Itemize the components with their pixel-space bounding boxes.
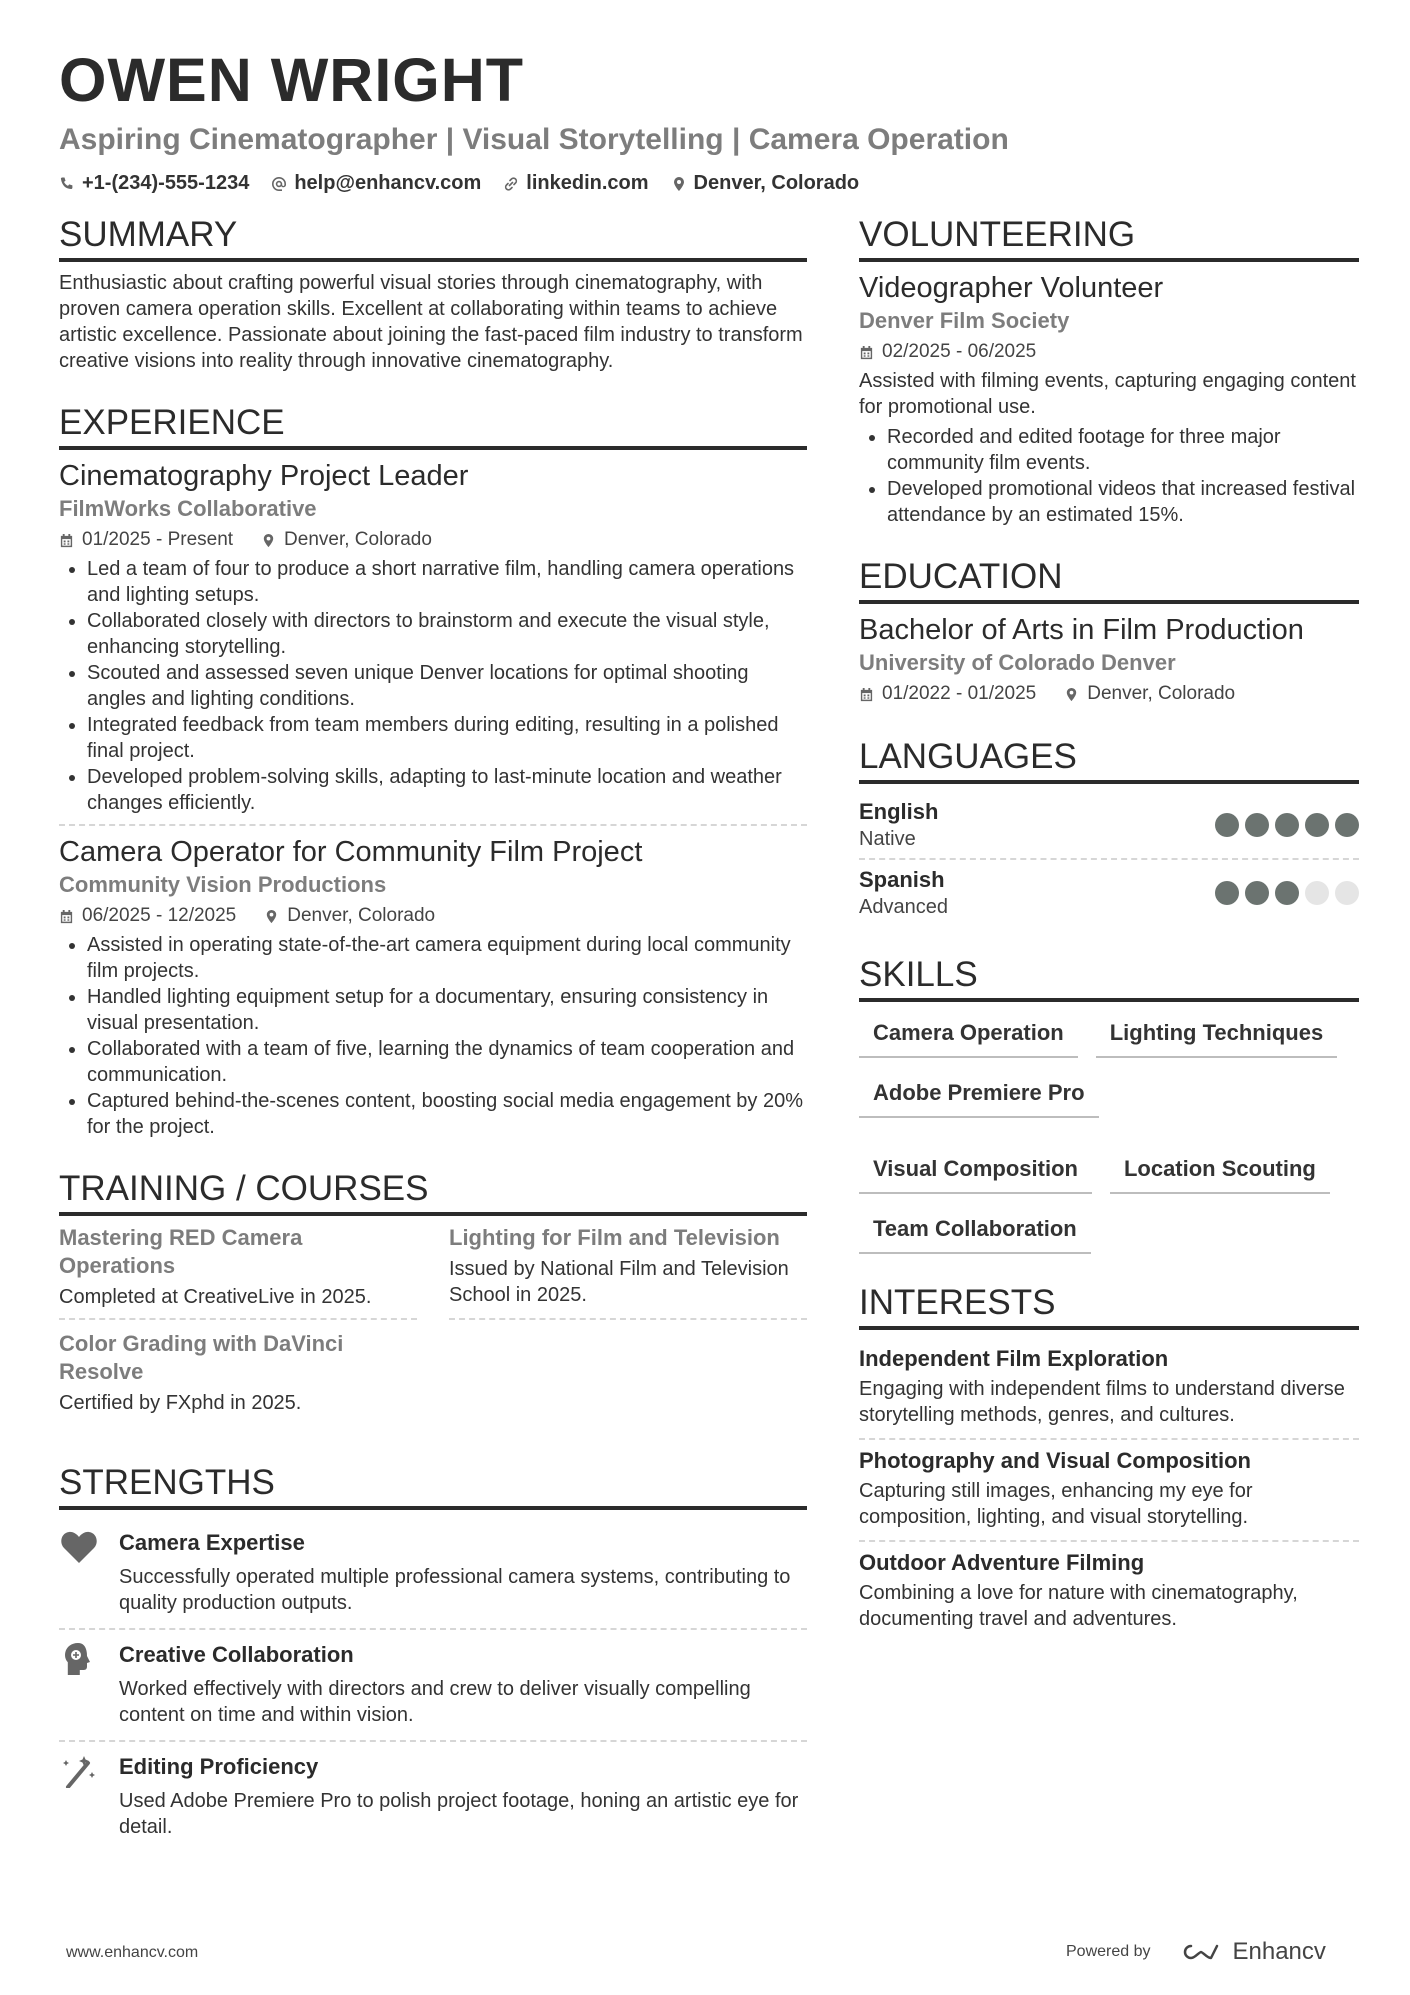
interest-title: Outdoor Adventure Filming bbox=[859, 1550, 1145, 1575]
location-text: Denver, Colorado bbox=[1087, 683, 1236, 704]
section-title: INTERESTS bbox=[859, 1282, 1359, 1330]
calendar-icon bbox=[859, 687, 874, 702]
experience-section bbox=[59, 402, 807, 1140]
company-name: Community Vision Productions bbox=[59, 872, 387, 897]
dates-text: 06/2025 - 12/2025 bbox=[82, 905, 237, 926]
bullet: • Developed problem-solving skills, adapting to last-minute location and weather changes efficiently. bbox=[87, 764, 807, 816]
job-bullets bbox=[59, 932, 807, 1140]
section-title: SUMMARY bbox=[59, 214, 807, 262]
location-pin-icon bbox=[264, 909, 279, 924]
interest-desc: Combining a love for nature with cinematography, documenting travel and adventures. bbox=[859, 1582, 1298, 1630]
strength-desc: Successfully operated multiple professional camera systems, contributing to quality production outputs. bbox=[119, 1566, 791, 1614]
interest-item bbox=[859, 1542, 1359, 1642]
bullet: • Collaborated with a team of five, learning the dynamics of team cooperation and communication. bbox=[87, 1036, 807, 1088]
calendar-icon bbox=[859, 345, 874, 360]
course-desc: Completed at CreativeLive in 2025. bbox=[59, 1286, 372, 1308]
section-title: STRENGTHS bbox=[59, 1462, 807, 1510]
interest-title: Photography and Visual Composition bbox=[859, 1448, 1251, 1473]
location-pin-icon bbox=[261, 533, 276, 548]
education-section bbox=[859, 556, 1359, 708]
volunteer-dates bbox=[859, 338, 1036, 366]
divider bbox=[59, 824, 807, 826]
volunteer-bullets bbox=[859, 424, 1359, 528]
language-rating bbox=[1215, 813, 1359, 837]
language-item bbox=[859, 792, 1359, 860]
linkedin-text: linkedin.com bbox=[526, 172, 649, 194]
contact-linkedin[interactable] bbox=[503, 172, 648, 195]
languages-section bbox=[859, 736, 1359, 926]
company-name: FilmWorks Collaborative bbox=[59, 496, 317, 521]
bullet: • Captured behind-the-scenes content, boosting social media engagement by 20% for the project. bbox=[87, 1088, 807, 1140]
contact-location bbox=[671, 172, 860, 195]
volunteer-org: Denver Film Society bbox=[859, 308, 1070, 333]
language-rating bbox=[1215, 881, 1359, 905]
left-column bbox=[59, 214, 807, 1880]
rating-dot-empty bbox=[1335, 881, 1359, 905]
job-meta bbox=[59, 902, 807, 930]
strength-desc: Used Adobe Premiere Pro to polish project footage, honing an artistic eye for detail. bbox=[119, 1790, 799, 1838]
language-level: Advanced bbox=[859, 896, 948, 918]
job-dates bbox=[59, 526, 233, 554]
experience-item bbox=[59, 458, 807, 816]
skills-section bbox=[859, 954, 1359, 1254]
interest-desc: Capturing still images, enhancing my eye for composition, lighting, and visual storytelling. bbox=[859, 1480, 1253, 1528]
section-title: VOLUNTEERING bbox=[859, 214, 1359, 262]
bullet: • Scouted and assessed seven unique Denver locations for optimal shooting angles and lighting conditions. bbox=[87, 660, 807, 712]
job-location bbox=[261, 526, 432, 554]
location-pin-icon bbox=[671, 176, 687, 192]
bullet: • Integrated feedback from team members during editing, resulting in a polished final project. bbox=[87, 712, 807, 764]
skill-tag: Team Collaboration bbox=[859, 1210, 1091, 1254]
right-column bbox=[859, 214, 1359, 1670]
language-name: English bbox=[859, 799, 939, 824]
job-meta bbox=[59, 526, 807, 554]
education-meta bbox=[859, 680, 1359, 708]
footer-branding bbox=[1066, 1938, 1326, 1966]
at-sign-icon bbox=[271, 176, 287, 192]
dates-text: 02/2025 - 06/2025 bbox=[882, 341, 1037, 362]
interest-title: Independent Film Exploration bbox=[859, 1346, 1169, 1371]
interests-section bbox=[859, 1282, 1359, 1642]
resume-header bbox=[59, 44, 1359, 195]
experience-item bbox=[59, 834, 807, 1140]
location-pin-icon bbox=[1064, 687, 1079, 702]
strength-item bbox=[59, 1630, 807, 1742]
brand-name: Enhancv bbox=[1232, 1938, 1326, 1965]
course-desc: Certified by FXphd in 2025. bbox=[59, 1392, 302, 1414]
dates-text: 01/2025 - Present bbox=[82, 529, 234, 550]
course-item bbox=[59, 1224, 417, 1320]
strengths-section bbox=[59, 1462, 807, 1852]
phone-icon bbox=[59, 176, 75, 192]
bullet: • Recorded and edited footage for three major community film events. bbox=[887, 424, 1359, 476]
school-name: University of Colorado Denver bbox=[859, 650, 1176, 675]
skill-tag: Visual Composition bbox=[859, 1150, 1092, 1194]
bullet: • Collaborated closely with directors to brainstorm and execute the visual style, enhancing storytelling. bbox=[87, 608, 807, 660]
education-location bbox=[1064, 680, 1235, 708]
strength-desc: Worked effectively with directors and crew to deliver visually compelling content on time and within vision. bbox=[119, 1678, 751, 1726]
footer-website[interactable]: www.enhancv.com bbox=[66, 1944, 199, 1961]
course-title: Color Grading with DaVinci Resolve bbox=[59, 1331, 344, 1384]
rating-dot-filled bbox=[1245, 813, 1269, 837]
strength-item bbox=[59, 1518, 807, 1630]
strength-title: Camera Expertise bbox=[119, 1530, 305, 1555]
contact-bar bbox=[59, 172, 1359, 195]
heart-icon bbox=[59, 1528, 99, 1616]
strength-title: Editing Proficiency bbox=[119, 1754, 319, 1779]
bullet: • Assisted in operating state-of-the-art camera equipment during local community film projects. bbox=[87, 932, 807, 984]
section-title: LANGUAGES bbox=[859, 736, 1359, 784]
training-section bbox=[59, 1168, 807, 1434]
candidate-headline: Aspiring Cinematographer | Visual Storytelling | Camera Operation bbox=[59, 123, 1009, 156]
rating-dot-filled bbox=[1215, 881, 1239, 905]
head-brain-icon bbox=[59, 1640, 99, 1728]
interest-desc: Engaging with independent films to understand diverse storytelling methods, genres, and cultures. bbox=[859, 1378, 1345, 1426]
bullet: • Handled lighting equipment setup for a documentary, ensuring consistency in visual presentation. bbox=[87, 984, 807, 1036]
job-dates bbox=[59, 902, 236, 930]
email-text: help@enhancv.com bbox=[294, 172, 482, 194]
location-text: Denver, Colorado bbox=[693, 172, 860, 194]
candidate-name: OWEN WRIGHT bbox=[59, 46, 525, 114]
calendar-icon bbox=[59, 533, 74, 548]
strength-title: Creative Collaboration bbox=[119, 1642, 354, 1667]
rating-dot-filled bbox=[1275, 881, 1299, 905]
bullet: • Developed promotional videos that increased festival attendance by an estimated 15%. bbox=[887, 476, 1359, 528]
section-title: EDUCATION bbox=[859, 556, 1359, 604]
volunteer-desc: Assisted with filming events, capturing engaging content for promotional use. bbox=[859, 370, 1356, 418]
summary-section bbox=[59, 214, 807, 374]
strength-item bbox=[59, 1742, 807, 1852]
contact-email[interactable] bbox=[271, 172, 481, 195]
rating-dot-filled bbox=[1275, 813, 1299, 837]
brand-logo[interactable] bbox=[1177, 1938, 1326, 1966]
course-item bbox=[449, 1224, 807, 1320]
skill-tag: Camera Operation bbox=[859, 1014, 1078, 1058]
degree: Bachelor of Arts in Film Production bbox=[859, 614, 1304, 646]
volunteer-meta bbox=[859, 338, 1359, 366]
enhancv-logo-icon bbox=[1177, 1940, 1225, 1964]
language-level: Native bbox=[859, 828, 916, 850]
rating-dot-filled bbox=[1335, 813, 1359, 837]
course-title: Lighting for Film and Television bbox=[449, 1225, 780, 1250]
magic-wand-icon bbox=[59, 1752, 99, 1840]
course-item bbox=[59, 1330, 417, 1424]
section-title: TRAINING / COURSES bbox=[59, 1168, 807, 1216]
rating-dot-empty bbox=[1305, 881, 1329, 905]
summary-text: Enthusiastic about crafting powerful visual stories through cinematography, with proven camera operation skills. Excellent at collaborating within teams to achieve artistic excellence. Passionate about joining the fast-paced film industry to transform creative visions into reality through innovative cinematography. bbox=[59, 272, 803, 372]
job-bullets bbox=[59, 556, 807, 816]
volunteering-section bbox=[859, 214, 1359, 528]
rating-dot-filled bbox=[1245, 881, 1269, 905]
rating-dot-filled bbox=[1215, 813, 1239, 837]
bullet: • Led a team of four to produce a short narrative film, handling camera operations and lighting setups. bbox=[87, 556, 807, 608]
skill-tag: Location Scouting bbox=[1110, 1150, 1330, 1194]
education-dates bbox=[859, 680, 1036, 708]
powered-by-text: Powered by bbox=[1066, 1943, 1151, 1960]
course-grid bbox=[59, 1224, 807, 1434]
phone-text: +1-(234)-555-1234 bbox=[82, 172, 250, 194]
job-title: Camera Operator for Community Film Project bbox=[59, 836, 643, 868]
job-title: Cinematography Project Leader bbox=[59, 460, 469, 492]
course-title: Mastering RED Camera Operations bbox=[59, 1225, 303, 1278]
course-desc: Issued by National Film and Television School in 2025. bbox=[449, 1258, 789, 1306]
location-text: Denver, Colorado bbox=[284, 529, 432, 550]
link-icon bbox=[503, 176, 519, 192]
volunteer-role: Videographer Volunteer bbox=[859, 272, 1164, 304]
dates-text: 01/2022 - 01/2025 bbox=[882, 683, 1037, 704]
skill-tag: Lighting Techniques bbox=[1096, 1014, 1337, 1058]
language-item bbox=[859, 860, 1359, 926]
section-title: EXPERIENCE bbox=[59, 402, 807, 450]
rating-dot-filled bbox=[1305, 813, 1329, 837]
interest-item bbox=[859, 1338, 1359, 1440]
skill-tag: Adobe Premiere Pro bbox=[859, 1074, 1099, 1118]
language-name: Spanish bbox=[859, 867, 945, 892]
section-title: SKILLS bbox=[859, 954, 1359, 1002]
calendar-icon bbox=[59, 909, 74, 924]
location-text: Denver, Colorado bbox=[287, 905, 436, 926]
interest-item bbox=[859, 1440, 1359, 1542]
contact-phone[interactable] bbox=[59, 172, 249, 195]
job-location bbox=[264, 902, 435, 930]
skills-list bbox=[859, 1010, 1359, 1254]
